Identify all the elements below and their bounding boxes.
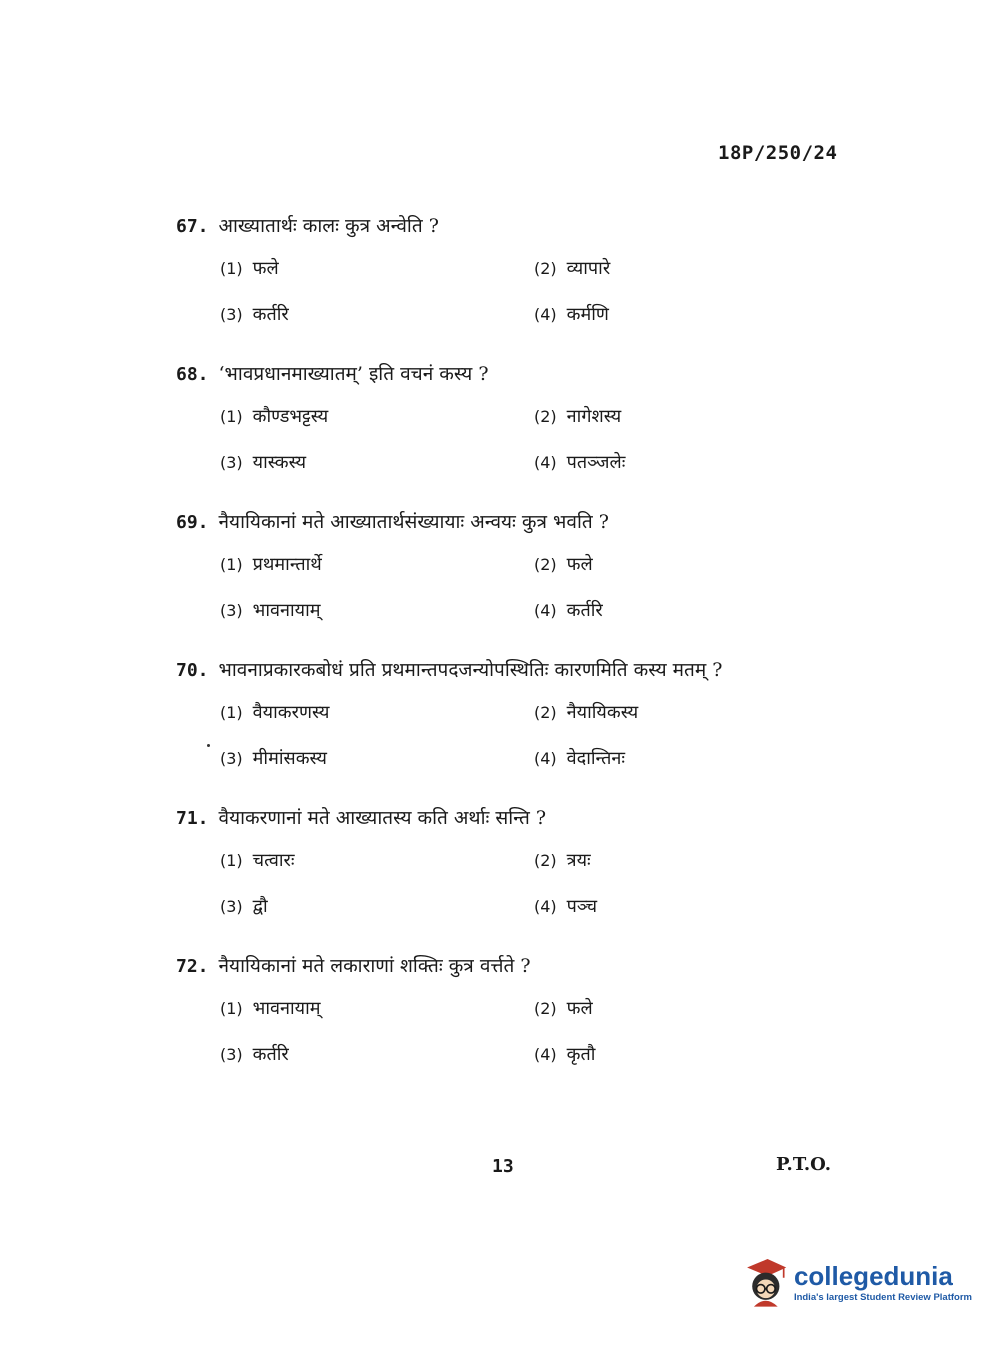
- question-70: [176, 656, 876, 780]
- brand-name: collegedunia: [793, 1260, 953, 1291]
- question-72: [176, 952, 876, 1076]
- option-4: (4) कर्तरि: [534, 600, 603, 621]
- question-number: 69.: [176, 512, 209, 533]
- pto-label: P.T.O.: [776, 1154, 832, 1175]
- option-4: (4) पञ्च: [534, 896, 598, 917]
- option-3: (3) कर्तरि: [220, 1044, 289, 1065]
- paper-code: 18P/250/24: [718, 142, 838, 164]
- option-3: (3) द्वौ: [220, 896, 268, 917]
- option-2: (2) त्रयः: [534, 850, 591, 871]
- question-number: 68.: [176, 364, 209, 385]
- question-number: 71.: [176, 808, 209, 829]
- question-71: [176, 804, 876, 928]
- option-2: (2) फले: [534, 998, 593, 1019]
- collegedunia-watermark: [742, 1252, 972, 1312]
- option-3: (3) मीमांसकस्य: [220, 748, 327, 769]
- option-4: (4) पतञ्जलेः: [534, 452, 626, 473]
- question-text: नैयायिकानां मते लकाराणां शक्तिः कुत्र वर्त्तते ?: [218, 955, 531, 977]
- question-list: [176, 212, 876, 1100]
- question-text: भावनाप्रकारकबोधं प्रति प्रथमान्तपदजन्योपस्थितिः कारणमिति कस्य मतम् ?: [218, 659, 723, 681]
- question-68: [176, 360, 876, 484]
- option-1: (1) फले: [220, 258, 279, 279]
- question-number: 70.: [176, 660, 209, 681]
- graduate-mascot-icon: [742, 1253, 788, 1311]
- option-3: (3) भावनायाम्: [220, 600, 321, 621]
- option-2: (2) नैयायिकस्य: [534, 702, 639, 723]
- option-2: (2) व्यापारे: [534, 258, 611, 279]
- option-3: (3) यास्कस्य: [220, 452, 307, 473]
- question-number: 67.: [176, 216, 209, 237]
- question-number: 72.: [176, 956, 209, 977]
- question-text: वैयाकरणानां मते आख्यातस्य कति अर्थाः सन्ति ?: [218, 807, 547, 829]
- question-text: आख्यातार्थः कालः कुत्र अन्वेति ?: [218, 215, 439, 237]
- question-text: नैयायिकानां मते आख्यातार्थसंख्यायाः अन्वयः कुत्र भवति ?: [218, 511, 609, 533]
- option-1: (1) कौण्डभट्टस्य: [220, 406, 329, 427]
- option-3: (3) कर्तरि: [220, 304, 289, 325]
- option-2: (2) फले: [534, 554, 593, 575]
- option-4: (4) कर्मणि: [534, 304, 609, 325]
- option-4: (4) कृतौ: [534, 1044, 596, 1065]
- option-1: (1) चत्वारः: [220, 850, 295, 871]
- option-4: (4) वेदान्तिनः: [534, 748, 625, 769]
- option-2: (2) नागेशस्य: [534, 406, 622, 427]
- page-number: 13: [492, 1156, 514, 1177]
- question-text: ‘भावप्रधानमाख्यातम्’ इति वचनं कस्य ?: [218, 363, 489, 385]
- option-1: (1) प्रथमान्तार्थे: [220, 554, 322, 575]
- option-1: (1) वैयाकरणस्य: [220, 702, 330, 723]
- brand-tagline: India's largest Student Review Platform: [793, 1291, 972, 1303]
- option-1: (1) भावनायाम्: [220, 998, 321, 1019]
- question-67: [176, 212, 876, 336]
- question-69: [176, 508, 876, 632]
